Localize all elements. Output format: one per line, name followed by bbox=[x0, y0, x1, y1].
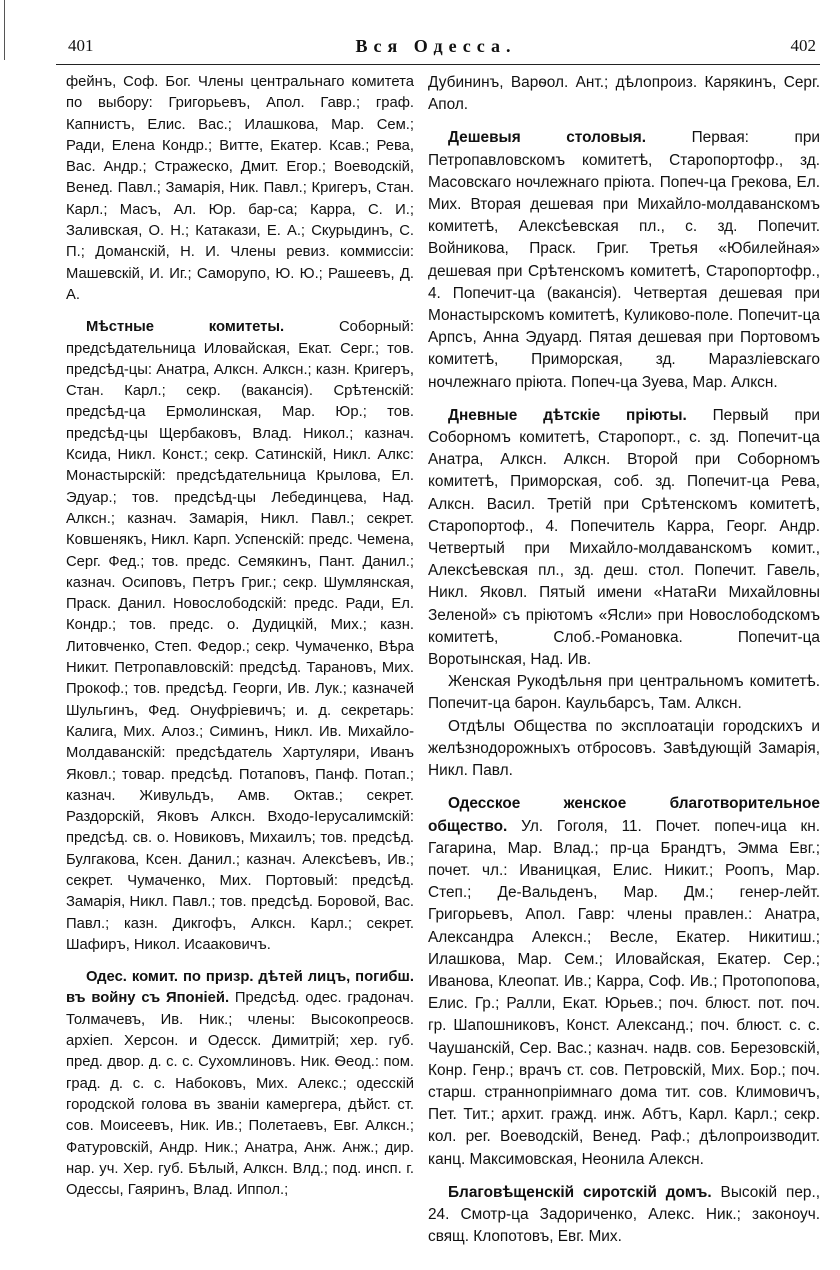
entry-text: Отдѣлы Общества по эксплоатаціи городскихъ и желѣзнодорожныхъ отбросовъ. Завѣдующій Замарія, Никл. Павл. bbox=[428, 717, 820, 780]
page-header bbox=[56, 36, 816, 64]
entry bbox=[428, 716, 820, 783]
entry bbox=[428, 1182, 820, 1249]
entry-heading: Дешевыя столовыя. bbox=[448, 129, 647, 147]
entry-heading: Мѣстные комитеты. bbox=[86, 319, 285, 336]
entry-heading: Благовѣщенскій сиротскій домъ. bbox=[448, 1183, 712, 1201]
entry-text: Первый при Соборномъ комитетѣ, Старопорт., с. зд. Попечит-ца Анатра, Алксн. Алксн. Второй при Соборномъ комитетѣ, Приморская, соб. зд. Попечит-ца Рева, Алксн. Васил. Третій при Срѣтенскомъ комитетѣ, Старопортоф., 4. Попечитель Карра, Георг. Андр. Четвертый при Михайло-молдаванскомъ комит., Алексѣевская пл., зд. деш. стол. Попечит. Гавель, Никл. Яковл. Пятый имени «НатаRи Михайловны Зеленой» съ пріютомъ «Ясли» при Новослободскомъ комитетѣ, Слоб.-Романовка. Попечит-ца Воротынская, Над. Ив. bbox=[428, 406, 820, 669]
page-number-left: 401 bbox=[68, 36, 94, 55]
entry bbox=[428, 793, 820, 1170]
entry-heading: Одес. комит. по призр. дѣтей лицъ, погибш. въ войну съ Японіей. bbox=[66, 969, 414, 1007]
entry bbox=[428, 127, 820, 393]
entry bbox=[66, 317, 414, 956]
entry-text: Ул. Гоголя, 11. Почет. попеч-ица кн. Гагарина, Мар. Влад.; пр-ца Брандтъ, Эмма Евг.; почет. чл.: Иваницкая, Елис. Никит.; Роопъ, Мар. Степ.; Де-Вальденъ, Мар. Дм.; генер-лейт. Григорьевъ, Апол. Гавр: члены правлен.: Анатра, Александра Алексн.; Весле, Екатер. Никитиш.; Илашкова, Мар. Сем.; Иловайская, Екатер. Сер.; Иванова, Клеопат. Ив.; Карра, Соф. Ив.; Протопопова, Елис. Гр.; Ралли, Екат. Юрьев.; поч. блюст. пот. поч. гр. Шапошниковъ, Конст. Александ.; поч. блюст. с. с. Чаушанскій, Сер. Вас.; казнач. надв. сов. Березовскій, Конр. Генр.; врачъ ст. сов. Петровскій, Мих. Бор.; поч. старш. страннопріимнаго дома тит. сов. Климовичъ, Пет. Тит.; архит. гражд. инж. Абтъ, Карл. Карл.; секр. кол. рег. Воеводскій, Венед. Раф.; дѣлопроизводит. канц. Максимовская, Неонила Алексн. bbox=[428, 817, 820, 1168]
entry-text: Женская Рукодѣльня при центральномъ комитетѣ. Попечит-ца барон. Каульбарсъ, Там. Алксн. bbox=[428, 673, 820, 713]
scan-margin-line bbox=[4, 0, 5, 60]
right-column bbox=[428, 72, 820, 1248]
page-number-right: 402 bbox=[790, 36, 816, 55]
running-title: Вся Одесса. bbox=[355, 36, 517, 56]
entry-text: Высокій пер., 24. Смотр-ца Задориченко, Алекс. Ник.; законоуч. свящ. Клопотовъ, Евг. Мих. bbox=[428, 1183, 820, 1246]
entry-text: Соборный: предсѣдательница Иловайская, Екат. Серг.; тов. предсѣд-цы: Анатра, Алксн. Алксн.; казн. Кригеръ, Стан. Карл.; секр. (вакансія). Срѣтенскій: предсѣд-ца Ермолинская, Мар. Юр.; тов. предсѣд-цы Щербаковъ, Влад. Никол.; казнач. Ксида, Никл. Конст.; секр. Сатинскій, Никл. Алкс: Монастырскій: предсѣдательница Крылова, Ел. Эдуар.; тов. предсѣд-цы Лебединцева, Над. Алксн.; казнач. Замарія, Никл. Павл.; секрет. Ковшенякъ, Никл. Карп. Успенскій: предс. Чемена, Серг. Фед.; тов. предс. Семякинъ, Пант. Данил.; казнач. Осиповъ, Петръ Григ.; секр. Шумлянская, Праск. Данил. Новослободскій: предс. Ради, Ел. Кондр.; тов. предс. о. Дудицкій, Мих.; казн. Литовченко, Степ. Федор.; секр. Чумаченко, Вѣра Никит. Петропавловскій: предсѣд. Тарановъ, Мих. Прокоф.; тов. предсѣд. Георги, Ив. Лук.; казначей Шульгинъ, Фед. Онуфріевичъ; и. д. секретарь: Калига, Мих. Алоз.; Симинъ, Никл. Ив. Михайло-Молдаванскій: предсѣдатель Хартуляри, Иванъ Яковл.; товар. предсѣд. Потаповъ, Панф. Потап.; казнач. Живульдъ, Амв. Октав.; секрет. Раздорскій, Яковъ Алксн. Входо-Іерусалимскій: предсѣд. св. о. Новиковъ, Михаилъ; тов. предсѣд. Булгакова, Ксен. Данил.; казнач. Алексѣевъ, Ив.; секрет. Чумаченко, Мих. Портовый: предсѣд. Замарія, Никл. Павл.; тов. предсѣд. Боровой, Вас. Павл.; казн. Дикгофъ, Алксн. Карл.; секрет. Шафиръ, Никол. Исааковичъ. bbox=[66, 319, 414, 953]
entry bbox=[428, 671, 820, 715]
entry bbox=[66, 72, 414, 306]
left-column bbox=[66, 72, 414, 1201]
entry bbox=[428, 72, 820, 116]
entry bbox=[66, 967, 414, 1201]
entry-text: Дубининъ, Варѳол. Ант.; дѣлопроиз. Карякинъ, Серг. Апол. bbox=[428, 74, 820, 114]
entry-text: Предсѣд. одес. градонач. Толмачевъ, Ив. Ник.; члены: Высокопреосв. архіеп. Херсон. и Одесск. Димитрій; хер. губ. пред. двор. д. с. с. Сухомлиновъ. Ник. Ѳеод.: пом. град. д. с. с. Набоковъ, Мих. Алекс.; одесскій городской голова въ званіи камергера, дѣйст. ст. сов. Моисеевъ, Ник. Ив.; Полетаевъ, Евг. Алксн.; Фатуровскій, Андр. Ник.; Анатра, Анж. Анж.; дир. нар. уч. Хер. губ. Бѣлый, Алксн. Влд.; под. инсп. г. Одессы, Гаяринъ, Влад. Иппол.; bbox=[66, 990, 414, 1199]
entry bbox=[428, 405, 820, 671]
entry-text: фейнъ, Соф. Бог. Члены центральнаго комитета по выбору: Григорьевъ, Апол. Гавр.; граф. Капнистъ, Елис. Вас.; Илашкова, Мар. Сем.; Ради, Елена Кондр.; Витте, Екатер. Ксав.; Рева, Вас. Андр.; Стражеско, Дмит. Егор.; Воеводскій, Венед. Павл.; Замарія, Ник. Павл.; Кригеръ, Стан. Карл.; Масъ, Ал. Юр. бар-са; Карра, С. И.; Заливская, О. Н.; Катакази, Е. А.; Скурыдинъ, С. П.; Доманскій, Н. И. Члены ревиз. коммиссіи: Машевскій, И. Иг.; Саморупо, Ю. Ю.; Рашеевъ, Д. А. bbox=[66, 74, 414, 303]
entry-text: Первая: при Петропавловскомъ комитетѣ, Старопортофр., зд. Масовскаго ночлежнаго пріюта. Попеч-ца Грекова, Ел. Мих. Вторая дешевая при Михайло-молдаванскомъ комитетѣ, Алексѣевская пл., с. зд. Попечит. Войникова, Праск. Григ. Третья «Юбилейная» дешевая при Срѣтенскомъ комитетѣ, Старопортофр., 4. Попечит-ца (вакансія). Четвертая дешевая при Монастырскомъ комитетѣ, Куликово-поле. Попечит-ца Арпсъ, Анна Эдуард. Пятая дешевая при Портовомъ комитетѣ, Приморская, зд. Маразліевскаго ночлежнаго пріюта. Попеч-ца Зуева, Мар. Алксн. bbox=[428, 129, 820, 391]
entry-heading: Дневные дѣтскіе пріюты. bbox=[448, 406, 687, 424]
header-rule bbox=[56, 64, 820, 65]
entry-heading: Одесское женское благотворительное общество. bbox=[428, 795, 820, 835]
